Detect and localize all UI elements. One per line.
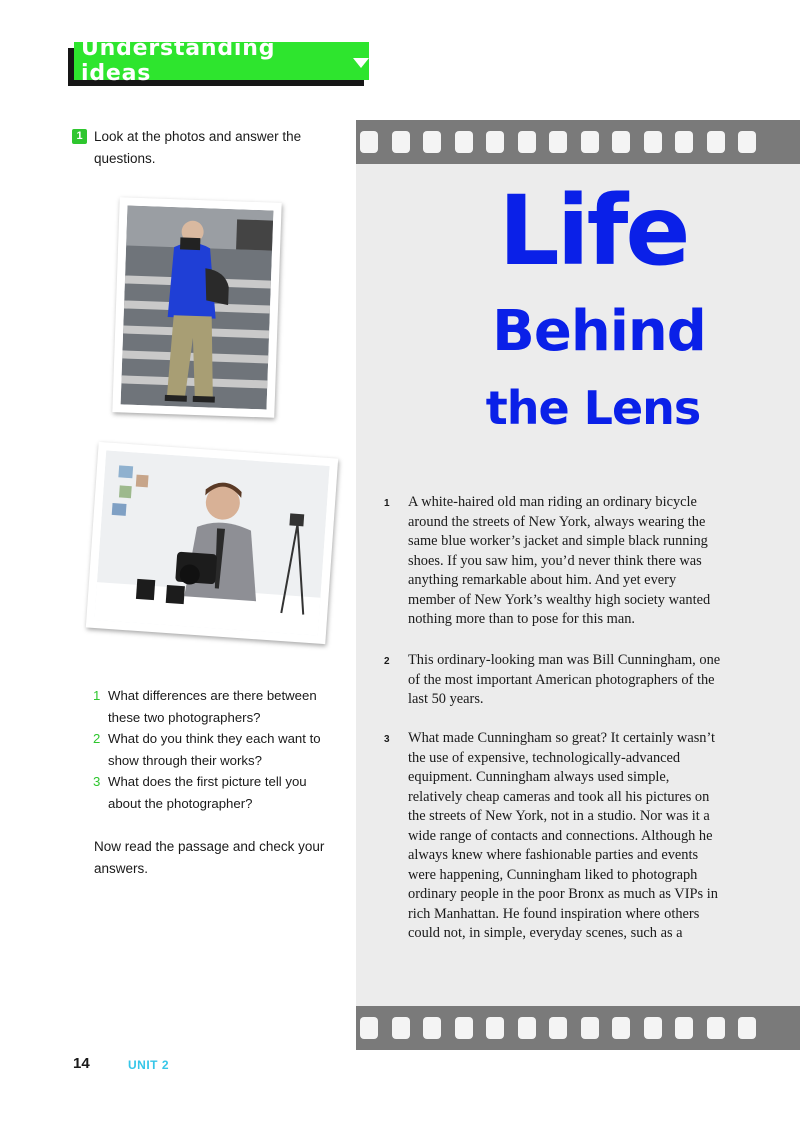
question-text: What differences are there between these two photographers?	[108, 688, 317, 725]
photo-street-photographer	[112, 197, 281, 418]
paragraph-text: A white-haired old man riding an ordinary bicycle around the streets of New York, always wearing the same blue worker’s jacket and simple black running shoes. If you saw him, you’d never think there was anything remarkable about him. And yet every member of New York’s wealthy high society wanted nothing more than to pose for this man.	[408, 494, 711, 627]
photo-studio-photographer	[86, 442, 338, 644]
triangle-down-icon	[353, 58, 369, 68]
article-title-line1: Life	[498, 175, 688, 287]
paragraph-number: 2	[384, 656, 390, 667]
question-number: 2	[93, 731, 101, 746]
question-item	[93, 771, 343, 814]
film-strip-bottom	[356, 1006, 800, 1050]
question-number: 1	[93, 688, 101, 703]
paragraph-text: This ordinary-looking man was Bill Cunningham, one of the most important American photographers of the last 50 years.	[408, 652, 721, 707]
article-paragraph	[384, 493, 724, 630]
paragraph-number: 3	[384, 734, 390, 745]
photo-street-photographer-image	[121, 206, 274, 410]
question-text: What do you think they each want to show through their works?	[108, 731, 321, 768]
photo-studio-photographer-image	[94, 450, 329, 635]
film-strip-top	[356, 120, 800, 164]
question-item	[93, 685, 343, 728]
task-instruction: Look at the photos and answer the questions.	[94, 129, 302, 166]
question-list	[93, 685, 343, 814]
article-paragraph	[384, 729, 724, 944]
article-title-line2: Behind	[492, 299, 706, 364]
paragraph-number: 1	[384, 498, 390, 509]
question-text: What does the first picture tell you about the photographer?	[108, 774, 307, 811]
film-holes	[360, 1017, 756, 1039]
film-holes	[360, 131, 756, 153]
section-banner	[74, 36, 369, 86]
read-passage-instruction: Now read the passage and check your answers.	[94, 839, 325, 876]
unit-label: UNIT 2	[128, 1058, 170, 1072]
page-number: 14	[73, 1055, 90, 1072]
article-paragraph	[384, 651, 724, 710]
section-title: Understanding ideas	[81, 36, 276, 86]
question-item	[93, 728, 343, 771]
task-number-badge: 1	[72, 129, 87, 144]
article-title-line3: the Lens	[485, 381, 701, 435]
paragraph-text: What made Cunningham so great? It certainly wasn’t the use of expensive, technologically-advanced equipment. Cunningham always used simple, relatively cheap cameras and took all his pictures on the streets of New York, not in a studio. Nor was it a wide range of contacts and connections. Although he always knew where fashionable parties and events were happening, Cunningham liked to photograph ordinary people in the poor Bronx as much as VIPs in rich Manhattan. He found inspiration where others could not, in simple, everyday scenes, such as a	[408, 730, 718, 941]
question-number: 3	[93, 774, 101, 789]
